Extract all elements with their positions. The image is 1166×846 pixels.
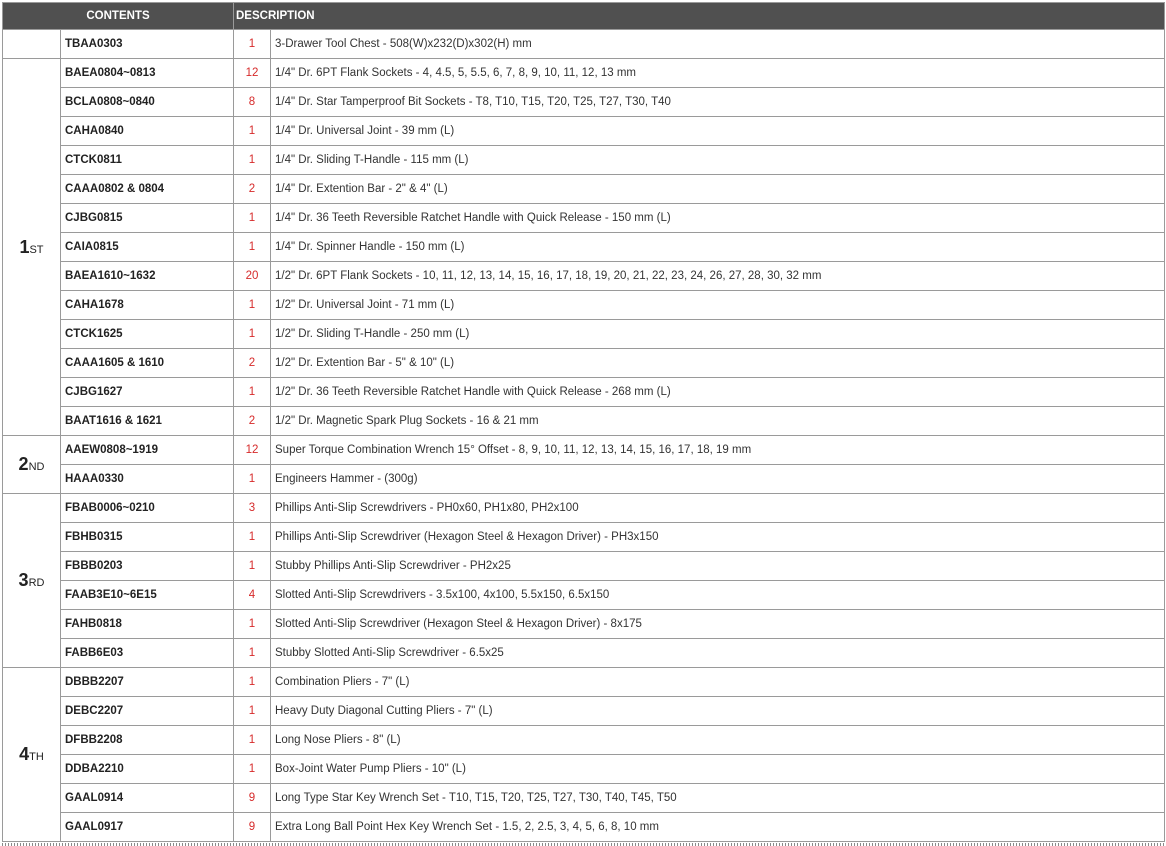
item-quantity: 1 [234, 552, 271, 581]
item-quantity: 1 [234, 726, 271, 755]
item-code: CJBG1627 [61, 378, 234, 407]
item-code: GAAL0917 [61, 813, 234, 842]
item-code: CAHA1678 [61, 291, 234, 320]
item-code: CJBG0815 [61, 204, 234, 233]
item-quantity: 1 [234, 291, 271, 320]
table-row [3, 697, 1165, 726]
item-quantity: 1 [234, 465, 271, 494]
item-quantity: 1 [234, 204, 271, 233]
item-quantity: 20 [234, 262, 271, 291]
table-row [3, 552, 1165, 581]
item-quantity: 1 [234, 639, 271, 668]
table-row [3, 378, 1165, 407]
item-description: 1/2" Dr. Magnetic Spark Plug Sockets - 16 & 21 mm [271, 407, 1165, 436]
item-quantity: 1 [234, 378, 271, 407]
table-row [3, 88, 1165, 117]
item-code: BCLA0808~0840 [61, 88, 234, 117]
table-row [3, 175, 1165, 204]
item-description: Slotted Anti-Slip Screwdriver (Hexagon Steel & Hexagon Driver) - 8x175 [271, 610, 1165, 639]
item-quantity: 4 [234, 581, 271, 610]
table-row [3, 465, 1165, 494]
item-description: Slotted Anti-Slip Screwdrivers - 3.5x100, 4x100, 5.5x150, 6.5x150 [271, 581, 1165, 610]
item-quantity: 1 [234, 523, 271, 552]
item-code: FBAB0006~0210 [61, 494, 234, 523]
item-description: Engineers Hammer - (300g) [271, 465, 1165, 494]
item-description: 1/2" Dr. Sliding T-Handle - 250 mm (L) [271, 320, 1165, 349]
table-row [3, 349, 1165, 378]
table-row [3, 407, 1165, 436]
item-quantity: 3 [234, 494, 271, 523]
item-code: CTCK1625 [61, 320, 234, 349]
item-quantity: 1 [234, 320, 271, 349]
table-row [3, 494, 1165, 523]
item-code: AAEW0808~1919 [61, 436, 234, 465]
table-row [3, 610, 1165, 639]
item-description: Combination Pliers - 7" (L) [271, 668, 1165, 697]
description-header: DESCRIPTION [234, 3, 1165, 30]
item-description: 1/4" Dr. Universal Joint - 39 mm (L) [271, 117, 1165, 146]
header-row [3, 3, 1165, 30]
item-code: CAHA0840 [61, 117, 234, 146]
item-code: FABB6E03 [61, 639, 234, 668]
table-row [3, 784, 1165, 813]
item-quantity: 2 [234, 175, 271, 204]
item-description: 1/4" Dr. Sliding T-Handle - 115 mm (L) [271, 146, 1165, 175]
table-row [3, 320, 1165, 349]
item-description: 1/4" Dr. Extention Bar - 2" & 4" (L) [271, 175, 1165, 204]
item-quantity: 1 [234, 610, 271, 639]
item-quantity: 8 [234, 88, 271, 117]
item-code: CAIA0815 [61, 233, 234, 262]
table-row [3, 436, 1165, 465]
item-quantity: 1 [234, 233, 271, 262]
table-row [3, 523, 1165, 552]
item-description: 3-Drawer Tool Chest - 508(W)x232(D)x302(H) mm [271, 30, 1165, 59]
table-row [3, 262, 1165, 291]
item-quantity: 2 [234, 407, 271, 436]
item-code: BAAT1616 & 1621 [61, 407, 234, 436]
table-row [3, 581, 1165, 610]
item-description: 1/4" Dr. 6PT Flank Sockets - 4, 4.5, 5, 5.5, 6, 7, 8, 9, 10, 11, 12, 13 mm [271, 59, 1165, 88]
item-description: 1/2" Dr. 36 Teeth Reversible Ratchet Handle with Quick Release - 268 mm (L) [271, 378, 1165, 407]
item-description: 1/2" Dr. 6PT Flank Sockets - 10, 11, 12, 13, 14, 15, 16, 17, 18, 19, 20, 21, 22, 23, 24, 26, 27, 28, 30, 32 mm [271, 262, 1165, 291]
item-quantity: 12 [234, 59, 271, 88]
item-quantity: 1 [234, 146, 271, 175]
item-description: 1/2" Dr. Extention Bar - 5" & 10" (L) [271, 349, 1165, 378]
drawer-ordinal-suffix: ST [29, 243, 44, 256]
item-description: Stubby Slotted Anti-Slip Screwdriver - 6.5x25 [271, 639, 1165, 668]
table-row [3, 726, 1165, 755]
table-row [3, 755, 1165, 784]
drawer-ordinal-suffix: RD [28, 577, 45, 589]
item-code: FAAB3E10~6E15 [61, 581, 234, 610]
item-description: Extra Long Ball Point Hex Key Wrench Set - 1.5, 2, 2.5, 3, 4, 5, 6, 8, 10 mm [271, 813, 1165, 842]
item-quantity: 12 [234, 436, 271, 465]
table-header [3, 3, 1165, 30]
item-description: 1/2" Dr. Universal Joint - 71 mm (L) [271, 291, 1165, 320]
table-body [3, 30, 1165, 842]
table-row [3, 813, 1165, 842]
contents-header: CONTENTS [3, 3, 234, 30]
drawer-ordinal-suffix: ND [28, 461, 45, 473]
item-code: CAAA0802 & 0804 [61, 175, 234, 204]
item-quantity: 1 [234, 30, 271, 59]
table-row [3, 117, 1165, 146]
drawer-number: 4 [19, 744, 30, 764]
table-row [3, 291, 1165, 320]
item-description: Box-Joint Water Pump Pliers - 10" (L) [271, 755, 1165, 784]
item-quantity: 1 [234, 697, 271, 726]
item-quantity: 9 [234, 784, 271, 813]
drawer-cell [3, 494, 61, 668]
item-code: HAAA0330 [61, 465, 234, 494]
item-code: DDBA2210 [61, 755, 234, 784]
item-code: DBBB2207 [61, 668, 234, 697]
drawer-ordinal-suffix: TH [29, 751, 44, 763]
table-row [3, 233, 1165, 262]
item-code: DFBB2208 [61, 726, 234, 755]
item-code: BAEA0804~0813 [61, 59, 234, 88]
item-code: FBHB0315 [61, 523, 234, 552]
drawer-cell [3, 30, 61, 59]
item-description: 1/4" Dr. Star Tamperproof Bit Sockets - T8, T10, T15, T20, T25, T27, T30, T40 [271, 88, 1165, 117]
item-code: FAHB0818 [61, 610, 234, 639]
item-quantity: 1 [234, 755, 271, 784]
table-row [3, 639, 1165, 668]
item-description: 1/4" Dr. 36 Teeth Reversible Ratchet Handle with Quick Release - 150 mm (L) [271, 204, 1165, 233]
table-row [3, 668, 1165, 697]
drawer-cell [3, 668, 61, 842]
item-quantity: 1 [234, 117, 271, 146]
table-row [3, 59, 1165, 88]
item-description: Super Torque Combination Wrench 15° Offset - 8, 9, 10, 11, 12, 13, 14, 15, 16, 17, 18, 19 mm [271, 436, 1165, 465]
item-code: CTCK0811 [61, 146, 234, 175]
table-row [3, 146, 1165, 175]
drawer-number: 1 [19, 236, 30, 257]
item-description: Stubby Phillips Anti-Slip Screwdriver - PH2x25 [271, 552, 1165, 581]
item-quantity: 9 [234, 813, 271, 842]
item-description: Long Nose Pliers - 8" (L) [271, 726, 1165, 755]
item-code: TBAA0303 [61, 30, 234, 59]
item-description: Long Type Star Key Wrench Set - T10, T15, T20, T25, T27, T30, T40, T45, T50 [271, 784, 1165, 813]
drawer-cell [3, 436, 61, 494]
item-description: 1/4" Dr. Spinner Handle - 150 mm (L) [271, 233, 1165, 262]
item-code: GAAL0914 [61, 784, 234, 813]
item-quantity: 2 [234, 349, 271, 378]
drawer-number: 2 [18, 454, 29, 474]
drawer-number: 3 [18, 570, 29, 590]
item-description: Heavy Duty Diagonal Cutting Pliers - 7" (L) [271, 697, 1165, 726]
item-description: Phillips Anti-Slip Screwdriver (Hexagon Steel & Hexagon Driver) - PH3x150 [271, 523, 1165, 552]
item-code: BAEA1610~1632 [61, 262, 234, 291]
item-quantity: 1 [234, 668, 271, 697]
contents-table [2, 2, 1165, 842]
table-row [3, 30, 1165, 59]
item-code: CAAA1605 & 1610 [61, 349, 234, 378]
drawer-cell [3, 59, 61, 436]
item-code: FBBB0203 [61, 552, 234, 581]
table-row [3, 204, 1165, 233]
item-description: Phillips Anti-Slip Screwdrivers - PH0x60, PH1x80, PH2x100 [271, 494, 1165, 523]
item-code: DEBC2207 [61, 697, 234, 726]
